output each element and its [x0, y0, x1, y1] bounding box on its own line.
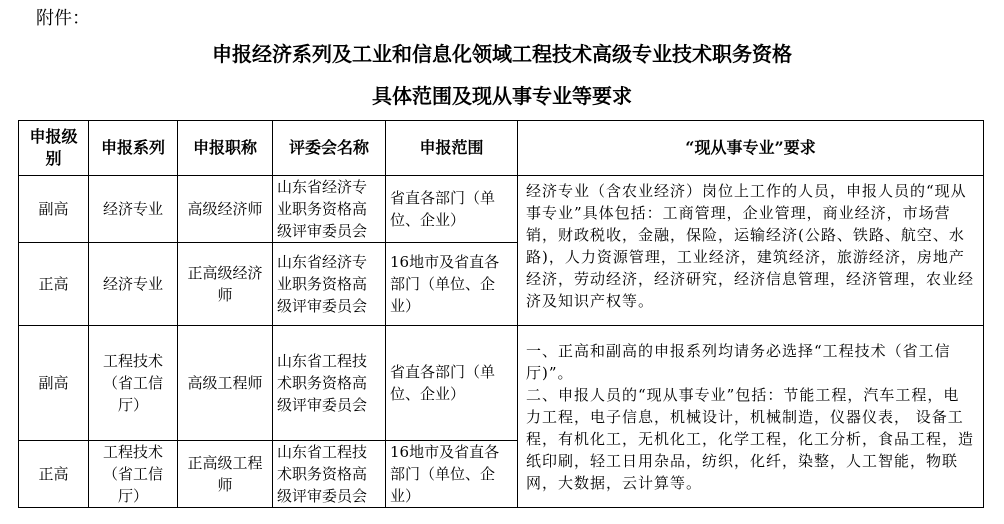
cell-committee: 山东省经济专业职务资格高级评审委员会 — [273, 243, 386, 326]
cell-title: 正高级工程师 — [178, 441, 273, 508]
document-title: 申报经济系列及工业和信息化领域工程技术高级专业技术职务资格 — [212, 42, 792, 66]
cell-level: 副高 — [19, 176, 89, 243]
cell-level: 副高 — [19, 326, 89, 441]
cell-level: 正高 — [19, 243, 89, 326]
cell-series: 经济专业 — [89, 176, 178, 243]
cell-scope: 16地市及省直各部门（单位、企业） — [386, 441, 518, 508]
header-committee: 评委会名称 — [273, 121, 386, 176]
cell-title: 高级经济师 — [178, 176, 273, 243]
attachment-label: 附件： — [36, 8, 90, 29]
cell-requirement-economic: 经济专业（含农业经济）岗位上工作的人员，申报人员的“现从事专业”具体包括：工商管理，企业管理，商业经济，市场营销，财政税收，金融，保险，运输经济(公路、铁路、航空、水路)，人力资源管理，工业经济，建筑经济，旅游经济，房地产经济，劳动经济，经济研究，经济信息管理，经济管理，农业经济及知识产权等。 — [518, 176, 984, 326]
requirements-table — [18, 120, 984, 508]
cell-scope: 16地市及省直各部门（单位、企业） — [386, 243, 518, 326]
requirement-item-1: 一、正高和副高的申报系列均请务必选择“工程技术（省工信厅)”。 — [526, 342, 951, 382]
table-row — [19, 326, 984, 441]
cell-scope: 省直各部门（单位、企业） — [386, 176, 518, 243]
header-requirement: “现从事专业”要求 — [518, 121, 984, 176]
header-level: 申报级别 — [19, 121, 89, 176]
cell-requirement-engineering — [518, 326, 984, 508]
cell-committee: 山东省工程技术职务资格高级评审委员会 — [273, 326, 386, 441]
cell-title: 高级工程师 — [178, 326, 273, 441]
cell-committee: 山东省工程技术职务资格高级评审委员会 — [273, 441, 386, 508]
header-scope: 申报范围 — [386, 121, 518, 176]
cell-title: 正高级经济师 — [178, 243, 273, 326]
document-subtitle: 具体范围及现从事专业等要求 — [372, 84, 632, 108]
cell-committee: 山东省经济专业职务资格高级评审委员会 — [273, 176, 386, 243]
requirement-item-2: 二、申报人员的“现从事专业”包括：节能工程，汽车工程，电力工程，电子信息，机械设计，机械制造，仪器仪表， 设备工程，有机化工，无机化工，化学工程，化工分析，食品工程，造纸印刷，轻工日用杂品，纺织，化纤，染整，人工智能，物联网，大数据，云计算等。 — [526, 386, 975, 492]
header-title: 申报职称 — [178, 121, 273, 176]
cell-series: 经济专业 — [89, 243, 178, 326]
header-series: 申报系列 — [89, 121, 178, 176]
cell-series: 工程技术（省工信厅） — [89, 326, 178, 441]
cell-series: 工程技术（省工信厅） — [89, 441, 178, 508]
cell-level: 正高 — [19, 441, 89, 508]
table-header-row — [19, 121, 984, 176]
cell-scope: 省直各部门（单位、企业） — [386, 326, 518, 441]
table-row — [19, 176, 984, 243]
